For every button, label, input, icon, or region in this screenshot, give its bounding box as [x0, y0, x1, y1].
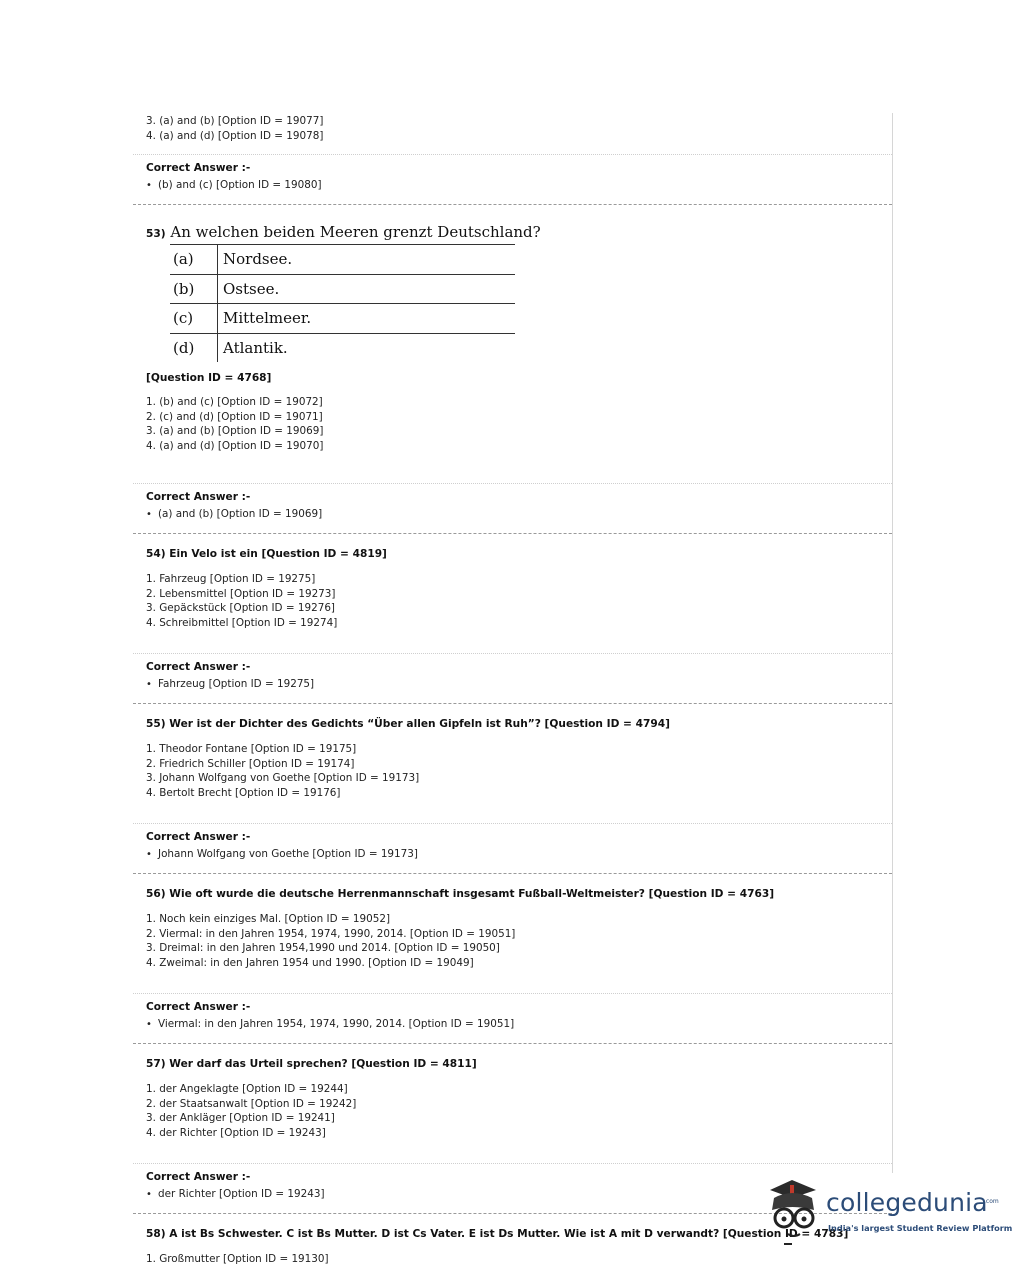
option: 3. Gepäckstück [Option ID = 19276] — [146, 602, 335, 615]
correct-answer-label: Correct Answer :- — [146, 1001, 251, 1013]
question-text: 58) A ist Bs Schwester. C ist Bs Mutter. D ist Cs Vater. E ist Ds Mutter. Wie ist A mit D verwandt? [Question ID = 4783] — [146, 1228, 849, 1240]
correct-answer-55 — [133, 823, 892, 873]
option: 3. Johann Wolfgang von Goethe [Option ID = 19173] — [146, 772, 420, 785]
question-text: 55) Wer ist der Dichter des Gedichts “Über allen Gipfeln ist Ruh”? [Question ID = 4794] — [146, 718, 670, 730]
correct-answer-53 — [133, 483, 892, 533]
option: 4. der Richter [Option ID = 19243] — [146, 1127, 326, 1140]
option-list — [146, 572, 879, 631]
correct-answer: Fahrzeug [Option ID = 19275] — [158, 678, 315, 690]
question-text: 54) Ein Velo ist ein [Question ID = 4819] — [146, 548, 387, 560]
question-number: 53) — [146, 228, 166, 240]
logo-wordmark: collegedunia — [826, 1188, 988, 1217]
question-53 — [133, 204, 892, 483]
option: 3. der Ankläger [Option ID = 19241] — [146, 1112, 335, 1125]
option: 2. der Staatsanwalt [Option ID = 19242] — [146, 1097, 357, 1110]
option: 4. (a) and (d) [Option ID = 19078] — [146, 129, 324, 142]
option: 1. Großmutter [Option ID = 19130] — [146, 1253, 329, 1265]
option: 3. Dreimal: in den Jahren 1954,1990 und 2014. [Option ID = 19050] — [146, 942, 500, 955]
option-list — [146, 1252, 879, 1267]
bullet-icon: • — [146, 509, 152, 520]
correct-answer-label: Correct Answer :- — [146, 661, 251, 673]
correct-answer: (a) and (b) [Option ID = 19069] — [158, 508, 323, 520]
table-row: (a) Nordsee. — [170, 245, 515, 275]
option: 2. Lebensmittel [Option ID = 19273] — [146, 587, 336, 600]
option-list — [146, 912, 879, 971]
table-row: (b) Ostsee. — [170, 274, 515, 304]
mascot-icon — [762, 1176, 826, 1248]
question-id: [Question ID = 4768] — [146, 372, 272, 384]
correct-answer: der Richter [Option ID = 19243] — [158, 1188, 325, 1200]
correct-answer: Viermal: in den Jahren 1954, 1974, 1990, 2014. [Option ID = 19051] — [158, 1018, 515, 1030]
exam-document — [133, 113, 893, 1265]
option: 4. Schreibmittel [Option ID = 19274] — [146, 617, 338, 630]
option: 1. Fahrzeug [Option ID = 19275] — [146, 573, 316, 585]
correct-answer-label: Correct Answer :- — [146, 162, 251, 174]
option: 4. (a) and (d) [Option ID = 19070] — [146, 440, 324, 453]
option-list — [146, 395, 879, 454]
option: 4. Bertolt Brecht [Option ID = 19176] — [146, 787, 341, 800]
option: 1. Theodor Fontane [Option ID = 19175] — [146, 743, 357, 755]
bullet-icon: • — [146, 1189, 152, 1200]
bullet-icon: • — [146, 849, 152, 860]
logo-domain: .com — [984, 1198, 999, 1205]
answer-table — [170, 244, 515, 362]
prev-correct-answer — [133, 154, 892, 204]
prev-options — [133, 113, 892, 154]
correct-answer-label: Correct Answer :- — [146, 831, 251, 843]
option: 1. der Angeklagte [Option ID = 19244] — [146, 1083, 348, 1095]
option: 1. Noch kein einziges Mal. [Option ID = 19052] — [146, 913, 391, 925]
correct-answer-label: Correct Answer :- — [146, 1171, 251, 1183]
bullet-icon: • — [146, 1019, 152, 1030]
correct-answer-label: Correct Answer :- — [146, 491, 251, 503]
logo-tagline: India's largest Student Review Platform — [828, 1223, 1013, 1233]
option: 1. (b) and (c) [Option ID = 19072] — [146, 396, 323, 408]
option: 3. (a) and (b) [Option ID = 19077] — [146, 115, 324, 127]
question-text: An welchen beiden Meeren grenzt Deutschland? — [170, 223, 541, 241]
correct-answer: Johann Wolfgang von Goethe [Option ID = 19173] — [158, 848, 418, 860]
correct-answer-56 — [133, 993, 892, 1043]
option: 2. Friedrich Schiller [Option ID = 19174] — [146, 757, 355, 770]
question-55 — [133, 703, 892, 823]
option: 2. (c) and (d) [Option ID = 19071] — [146, 410, 323, 423]
option: 3. (a) and (b) [Option ID = 19069] — [146, 425, 324, 438]
bullet-icon: • — [146, 679, 152, 690]
table-row: (d) Atlantik. — [170, 333, 515, 362]
table-row: (c) Mittelmeer. — [170, 304, 515, 334]
option-list — [146, 1082, 879, 1141]
option: 4. Zweimal: in den Jahren 1954 und 1990. [Option ID = 19049] — [146, 957, 474, 970]
question-text: 56) Wie oft wurde die deutsche Herrenmannschaft insgesamt Fußball-Weltmeister? [Question ID = 4763] — [146, 888, 775, 900]
bullet-icon: • — [146, 180, 152, 191]
correct-answer-54 — [133, 653, 892, 703]
question-54 — [133, 533, 892, 653]
collegedunia-logo — [762, 1176, 1013, 1248]
option: 2. Viermal: in den Jahren 1954, 1974, 1990, 2014. [Option ID = 19051] — [146, 927, 516, 940]
correct-answer: (b) and (c) [Option ID = 19080] — [158, 179, 322, 191]
question-57 — [133, 1043, 892, 1163]
question-text: 57) Wer darf das Urteil sprechen? [Question ID = 4811] — [146, 1058, 477, 1070]
question-56 — [133, 873, 892, 993]
option-list — [146, 742, 879, 801]
